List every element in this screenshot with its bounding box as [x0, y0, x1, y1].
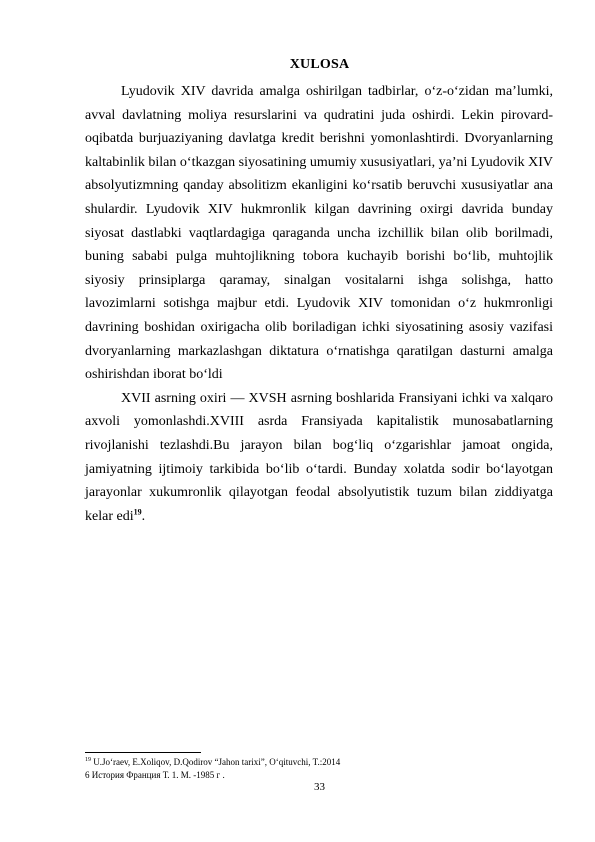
footnote-mark: 19	[85, 757, 91, 763]
footnote-text: 6 История Франция Т. 1. М. -1985 г .	[85, 770, 225, 780]
footnote-reference[interactable]: 19	[133, 507, 142, 517]
paragraph-2	[85, 387, 553, 529]
paragraph-2-text: XVII asrning oxiri — XVSH asrning boshlarida Fransiyani ichki va xalqaro axvoli yomonlashdi.XVIII asrda Fransiyada kapitalistik munosabatlarning rivojlanishi tezlashdi.Bu jarayon bilan bog‘liq o‘zgarishlar jamoat ongida, jamiyatning ijtimoiy tarkibida bo‘lib o‘tardi. Bunday xolatda sodir bo‘layotgan jarayonlar xukumronlik qilayotgan feodal absolyutistik tuzum bilan ziddiyatga kelar edi	[85, 390, 553, 524]
paragraph-1-text: Lyudovik XIV davrida amalga oshirilgan tadbirlar, o‘z-o‘zidan ma’lumki, avval davlatning moliya resurslarini va qudratini juda oshirdi. Lekin pirovard-oqibatda burjuaziyaning davlatga kredit berishni yomonlashtirdi. Dvoryanlarning kaltabinlik bilan o‘tkazgan siyosatining umumiy xususiyatlari, ya’ni Lyudovik XIV absolyutizmning qanday absolitizm ekanligini ko‘rsatib beruvchi xususiyatlar ana shulardir. Lyudovik XIV hukmronlik kilgan davrining oxirgi davrida bunday siyosat dastlabki vaqtlardagiga qaraganda uncha izchillik bilan olib borilmadi, buning sababi pulga muhtojlikning tobora kuchayib borishi bo‘lib, muhtojlik siyosiy prinsiplarga qaramay, sinalgan vositalarni ishga solishga, hatto lavozimlarni sotishga majbur etdi. Lyudovik XIV tomonidan o‘z hukmronligi davrining boshidan oxirigacha olib boriladigan ichki siyosatining asosiy vazifasi dvoryanlarning markazlashgan diktatura o‘rnatishga qaratilgan dasturni amalga oshirishdan iborat bo‘ldi	[85, 84, 553, 383]
footnotes	[85, 756, 555, 782]
footnote-separator	[85, 752, 201, 753]
page-heading: XULOSA	[289, 57, 350, 72]
body-text	[85, 80, 553, 528]
paragraph-1	[85, 80, 553, 387]
footnote-19	[85, 756, 555, 769]
paragraph-2-trailing: .	[141, 508, 146, 524]
footnote-text: U.Jo‘raev, E.Xoliqov, D.Qodirov “Jahon tarixi”, O‘qituvchi, T.:2014	[91, 757, 341, 767]
page-number: 33	[314, 781, 325, 793]
